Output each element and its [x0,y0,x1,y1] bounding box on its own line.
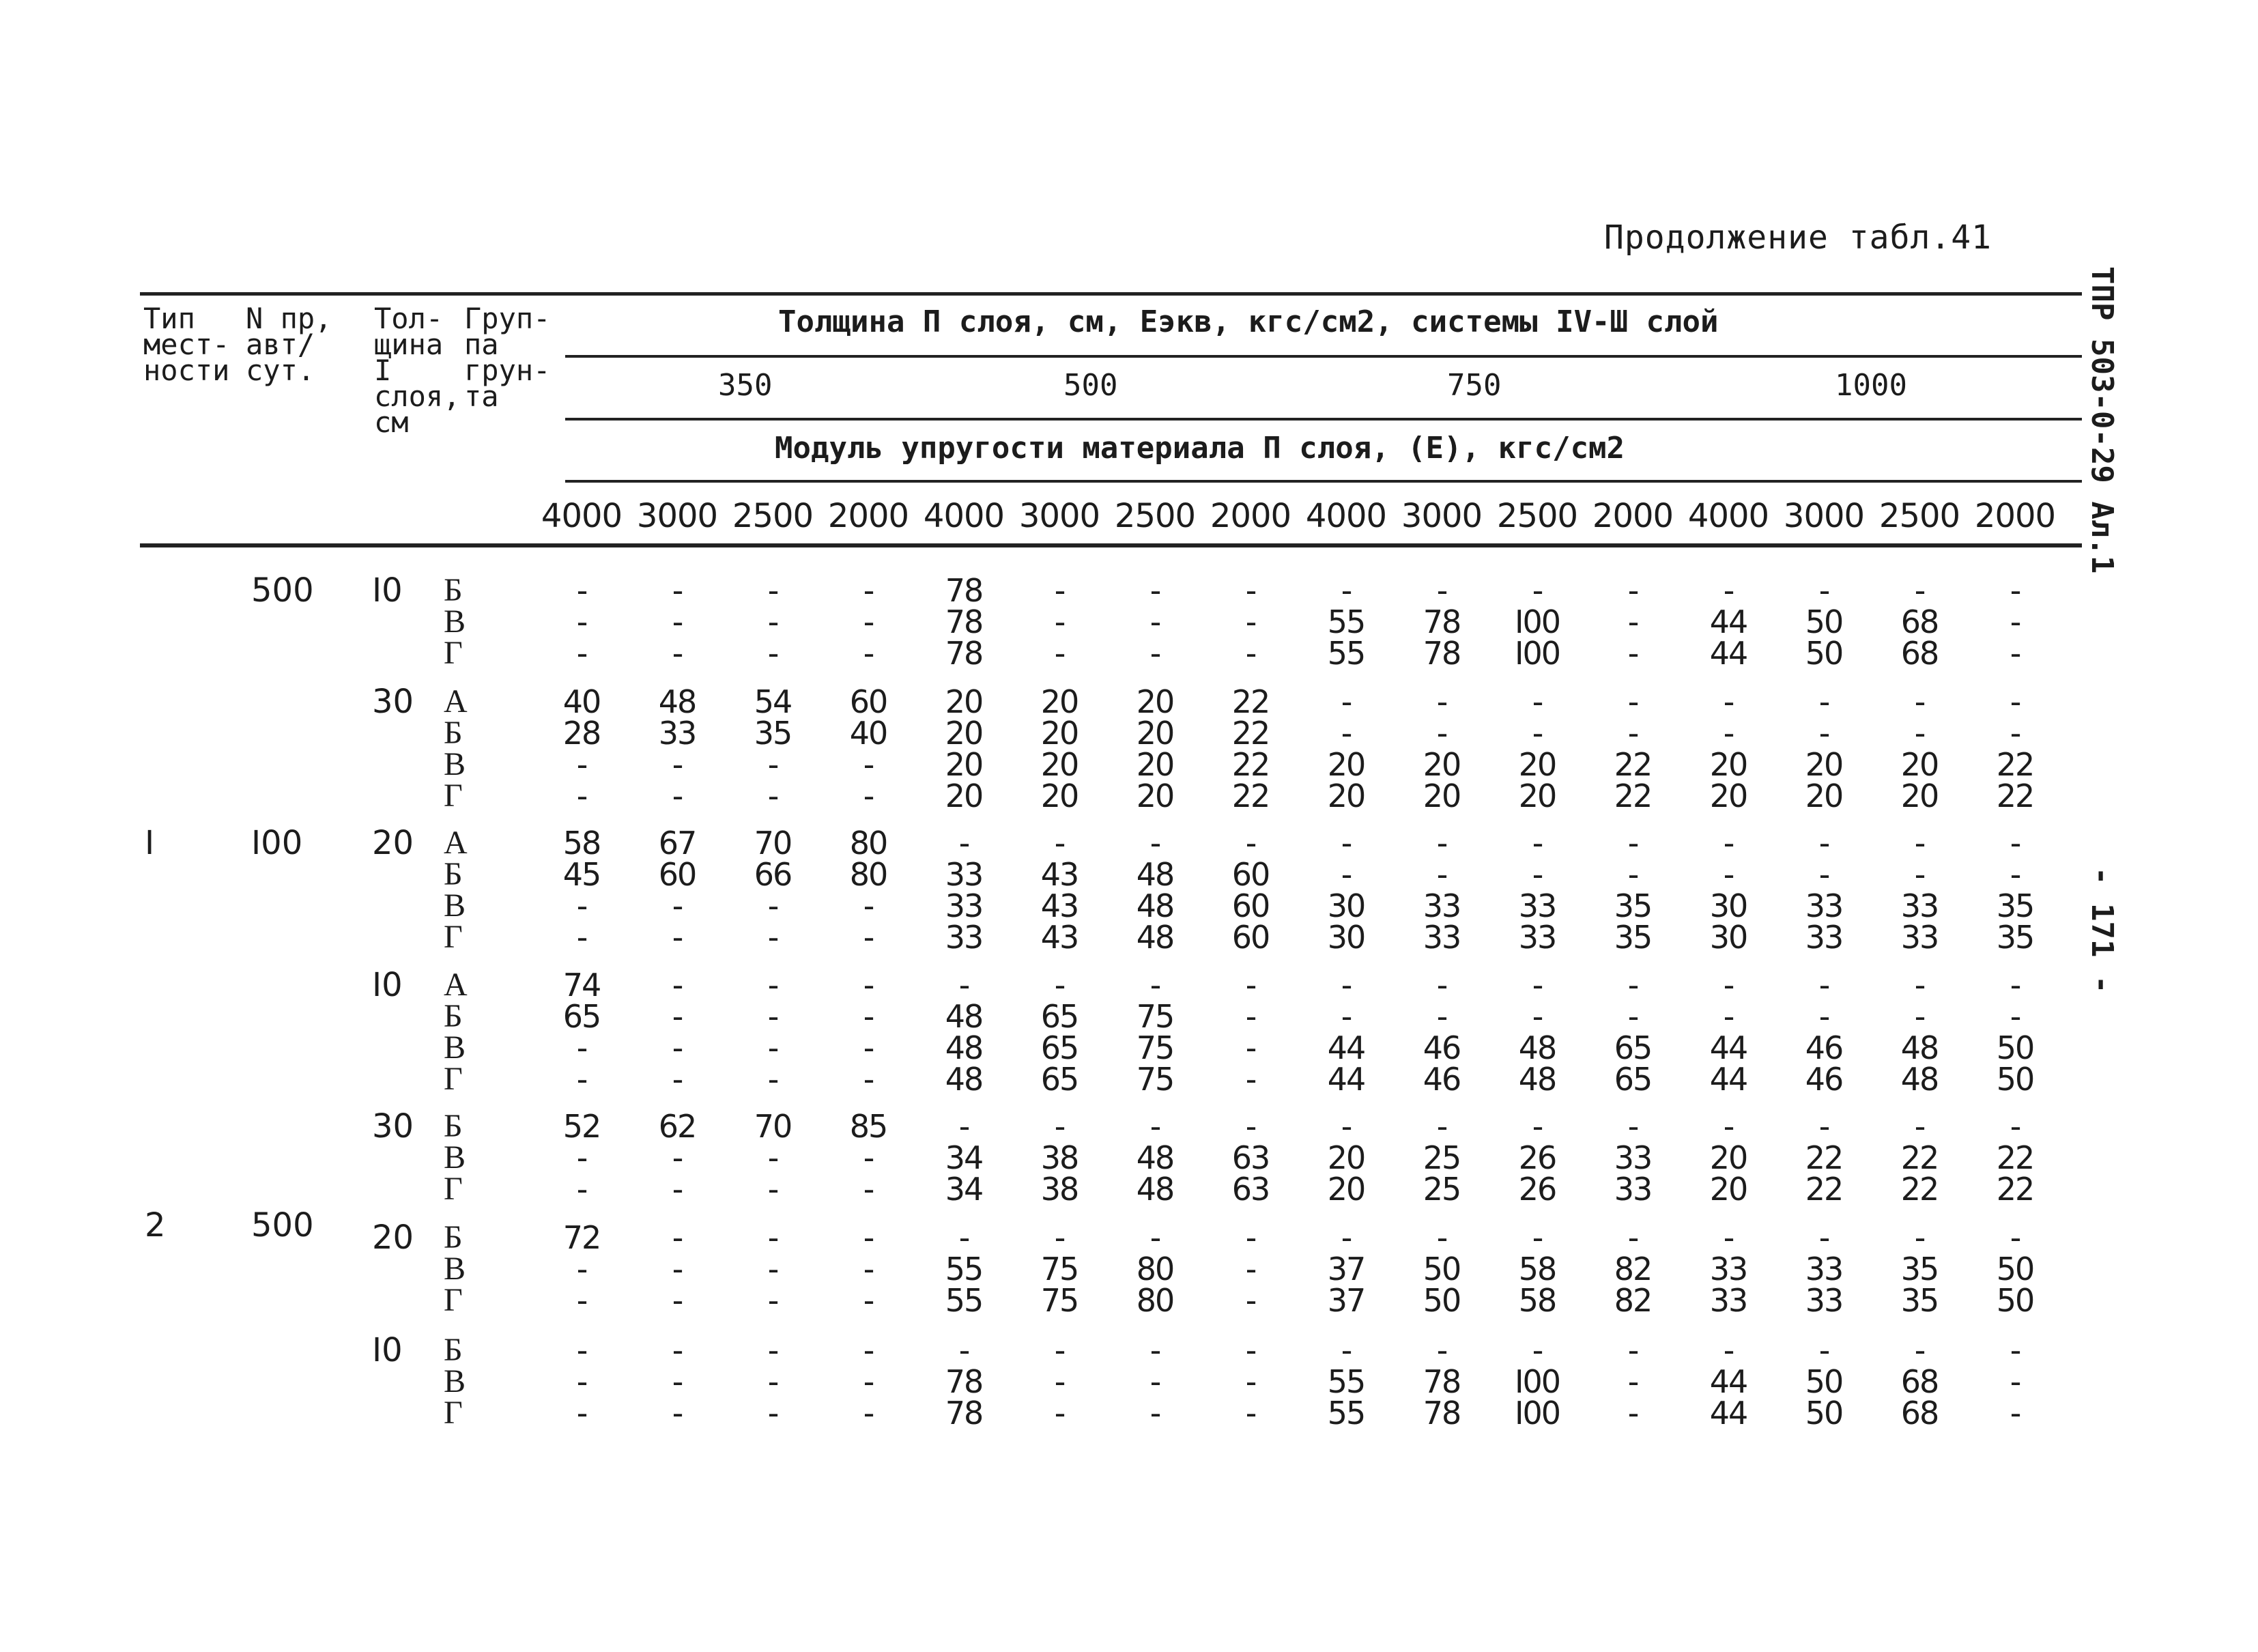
header-type: Тип мест- ности [143,302,230,387]
table-cell: - 65 65 65 [1040,967,1078,1098]
table-cell: - - - [863,572,874,672]
document-code [2078,266,2119,594]
header-modulus-title: Модуль упругости материала П слоя, (E), кгс/см2 [775,431,1625,466]
modulus-header-cell: 2500 [732,497,814,535]
table-cell: 67 60 - - [658,825,696,956]
header-eekv-1000: 1000 [1835,368,1907,403]
table-cell: 62 - - [658,1108,696,1208]
table-cell: - - 33 33 [1900,825,1939,956]
table-cell: - - - [1627,572,1638,672]
table-cell: - - 20 20 [1900,683,1939,814]
cell-soil-groups: Б В Г [444,1108,466,1207]
header-eekv-350: 350 [718,368,773,403]
table-cell: 54 35 - - [754,683,792,814]
table-cell: - 50 50 [1423,1219,1461,1319]
table-cell: - 20 20 [1709,1108,1747,1208]
modulus-header-cell: 3000 [1018,497,1100,535]
table-cell: - - - [1245,1332,1256,1432]
header-bottom-rule [140,543,2082,547]
table-cell: - - - [1245,1219,1256,1319]
table-cell: - 50 50 [1996,1219,2034,1319]
modulus-header-cell: 2500 [1114,497,1196,535]
modulus-header-cell: 2000 [1974,497,2056,535]
table-cell: - - 50 50 [1996,967,2034,1098]
table-cell: - 33 33 [1614,1108,1652,1208]
table-cell: - - 20 20 [1518,683,1556,814]
table-cell: 48 33 - - [658,683,696,814]
table-cell: - - 48 48 [1518,967,1556,1098]
table-cell: - - 20 20 [1805,683,1843,814]
table-cell: - - 48 48 [1900,967,1939,1098]
cell-soil-groups: А Б В Г [444,683,468,814]
modulus-header-cell: 2000 [827,497,909,535]
table-cell: - - 20 20 [1423,683,1461,814]
table-cell: - - - - [863,967,874,1098]
table-top-rule [140,292,2082,296]
table-cell: 20 20 20 20 [945,683,983,814]
table-cell: - - - [672,1332,683,1432]
cell-soil-groups: Б В Г [444,572,466,671]
table-cell: - - - [576,1332,587,1432]
header-thickness: Тол- щина I слоя, см [374,302,461,439]
table-cell: - 55 55 [1327,1332,1365,1432]
table-cell: - 22 22 [1996,1108,2034,1208]
table-cell: - - 20 20 [1709,683,1747,814]
header-eekv-500: 500 [1063,368,1118,403]
cell-terrain-type: I [145,824,155,862]
table-cell: 52 - - [562,1108,601,1208]
table-cell: - 78 78 [1423,1332,1461,1432]
table-cell: - - 30 30 [1327,825,1365,956]
table-cell: - - 35 35 [1614,825,1652,956]
table-cell: - 78 78 [945,1332,983,1432]
table-cell: - - - [576,572,587,672]
modulus-header-cell: 4000 [541,497,623,535]
table-cell: - 25 25 [1423,1108,1461,1208]
table-cell: - 55 55 [945,1219,983,1319]
table-cell: - - - [1245,572,1256,672]
table-cell: - 22 22 [1805,1108,1843,1208]
table-cell: - - 65 65 [1614,967,1652,1098]
table-cell: - - 44 44 [1327,967,1365,1098]
cell-soil-groups: А Б В Г [444,967,468,1097]
table-cell: - - 33 33 [1518,825,1556,956]
table-cell: 72 - - [562,1219,601,1319]
header-rule-3 [565,480,2082,483]
header-n: N пр, авт/ сут. [246,302,332,387]
modulus-header-cell: 2500 [1496,497,1578,535]
table-cell: - - - [767,572,778,672]
table-cell: - 37 37 [1327,1219,1365,1319]
table-cell: - 82 82 [1614,1219,1652,1319]
cell-thickness: I0 [372,571,403,610]
continuation-label: Продолжение табл.41 [1604,218,1992,257]
table-cell: 74 65 - - [562,967,601,1098]
table-cell: - - 44 44 [1709,967,1747,1098]
table-cell: - 50 50 [1805,1332,1843,1432]
table-cell: - 33 33 33 [945,825,983,956]
cell-traffic: 500 [251,571,314,610]
table-cell: - - - [672,1219,683,1319]
table-cell: - 60 60 60 [1231,825,1270,956]
table-cell: 85 - - [849,1108,887,1208]
cell-traffic: 500 [251,1206,314,1244]
table-cell: - - - [1054,572,1065,672]
table-cell: 20 20 20 20 [1040,683,1078,814]
table-cell: - 58 58 [1518,1219,1556,1319]
table-cell: - 68 68 [1900,572,1939,672]
table-cell: - - - [672,572,683,672]
table-cell: - - - [767,1219,778,1319]
table-cell: - - - [2010,1332,2020,1432]
cell-thickness: 20 [372,1219,414,1257]
table-cell: - 20 20 [1327,1108,1365,1208]
cell-terrain-type: 2 [145,1206,166,1244]
table-cell: - - 20 20 [1327,683,1365,814]
cell-thickness: I0 [372,1331,403,1369]
table-cell: - - - - [767,967,778,1098]
table-cell: 70 66 - - [754,825,792,956]
table-cell: - - 46 46 [1805,967,1843,1098]
modulus-header-cell: 4000 [923,497,1005,535]
table-cell: - 78 78 [1423,572,1461,672]
table-cell: 60 40 - - [849,683,887,814]
modulus-header-cell: 3000 [636,497,718,535]
table-cell: - I00 I00 [1514,1332,1560,1432]
cell-traffic: I00 [251,824,303,862]
table-cell: - 44 44 [1709,572,1747,672]
cell-soil-groups: Б В Г [444,1332,466,1431]
table-cell: 22 22 22 22 [1231,683,1270,814]
table-cell: - - - - [672,967,683,1098]
table-cell: - 50 50 [1805,572,1843,672]
table-cell: - 48 48 48 [945,967,983,1098]
modulus-header-cell: 4000 [1687,497,1769,535]
header-group: Груп- па грун- та [464,302,551,413]
table-cell: - 48 48 48 [1136,825,1174,956]
modulus-header-cell: 4000 [1305,497,1387,535]
table-cell: - - 46 46 [1423,967,1461,1098]
modulus-header-cell: 2000 [1592,497,1674,535]
table-cell: - 75 75 75 [1136,967,1174,1098]
table-cell: - 33 33 [1709,1219,1747,1319]
table-cell: - 80 80 [1136,1219,1174,1319]
table-cell: - - - [863,1219,874,1319]
table-cell: - 75 75 [1040,1219,1078,1319]
table-cell: - 44 44 [1709,1332,1747,1432]
table-cell: 80 80 - - [849,825,887,956]
table-cell: - 55 55 [1327,572,1365,672]
cell-thickness: 20 [372,824,414,862]
header-main-title: Толщина П слоя, см, Еэкв, кгс/см2, системы IV-Ш слой [778,304,1719,339]
modulus-header-cell: 2000 [1210,497,1291,535]
table-cell: - - - [1149,1332,1160,1432]
header-rule-2 [565,418,2082,421]
table-cell: - - - [1149,572,1160,672]
table-cell: - - 22 22 [1996,683,2034,814]
table-cell: 78 78 78 [945,572,983,672]
table-cell: - 35 35 [1900,1219,1939,1319]
table-cell: - - - [863,1332,874,1432]
table-cell: - - 30 30 [1709,825,1747,956]
table-cell: - - - [1054,1332,1065,1432]
table-cell: - 34 34 [945,1108,983,1208]
modulus-header-cell: 2500 [1878,497,1960,535]
table-cell: - - 35 35 [1996,825,2034,956]
table-cell: - - 33 33 [1423,825,1461,956]
table-cell: - 48 48 [1136,1108,1174,1208]
modulus-header-cell: 3000 [1783,497,1865,535]
cell-thickness: I0 [372,966,403,1004]
table-cell: - I00 I00 [1514,572,1560,672]
table-cell: - 38 38 [1040,1108,1078,1208]
table-cell: - 26 26 [1518,1108,1556,1208]
table-cell: - - - - [1245,967,1256,1098]
table-cell: 58 45 - - [562,825,601,956]
header-eekv-750: 750 [1447,368,1502,403]
table-cell: 70 - - [754,1108,792,1208]
table-cell: - - - [1627,1332,1638,1432]
table-cell: - 22 22 [1900,1108,1939,1208]
table-cell: - - - [2010,572,2020,672]
cell-thickness: 30 [372,1107,414,1145]
table-cell: - - 33 33 [1805,825,1843,956]
table-cell: - 43 43 43 [1040,825,1078,956]
document-code-text: ТПР 503-0-29 Ал.1 [2085,266,2119,574]
table-cell: - - 22 22 [1614,683,1652,814]
table-cell: 20 20 20 20 [1136,683,1174,814]
modulus-header-cell: 3000 [1401,497,1483,535]
table-cell: - 68 68 [1900,1332,1939,1432]
page-number [2078,867,2119,1072]
cell-soil-groups: Б В Г [444,1219,466,1318]
cell-thickness: 30 [372,683,414,721]
table-cell: - 33 33 [1805,1219,1843,1319]
page-number-text: - 171 - [2085,867,2119,994]
header-rule-1 [565,355,2082,358]
table-cell: - - - [767,1332,778,1432]
table-cell: 40 28 - - [562,683,601,814]
cell-soil-groups: А Б В Г [444,825,468,955]
table-cell: - 63 63 [1231,1108,1270,1208]
